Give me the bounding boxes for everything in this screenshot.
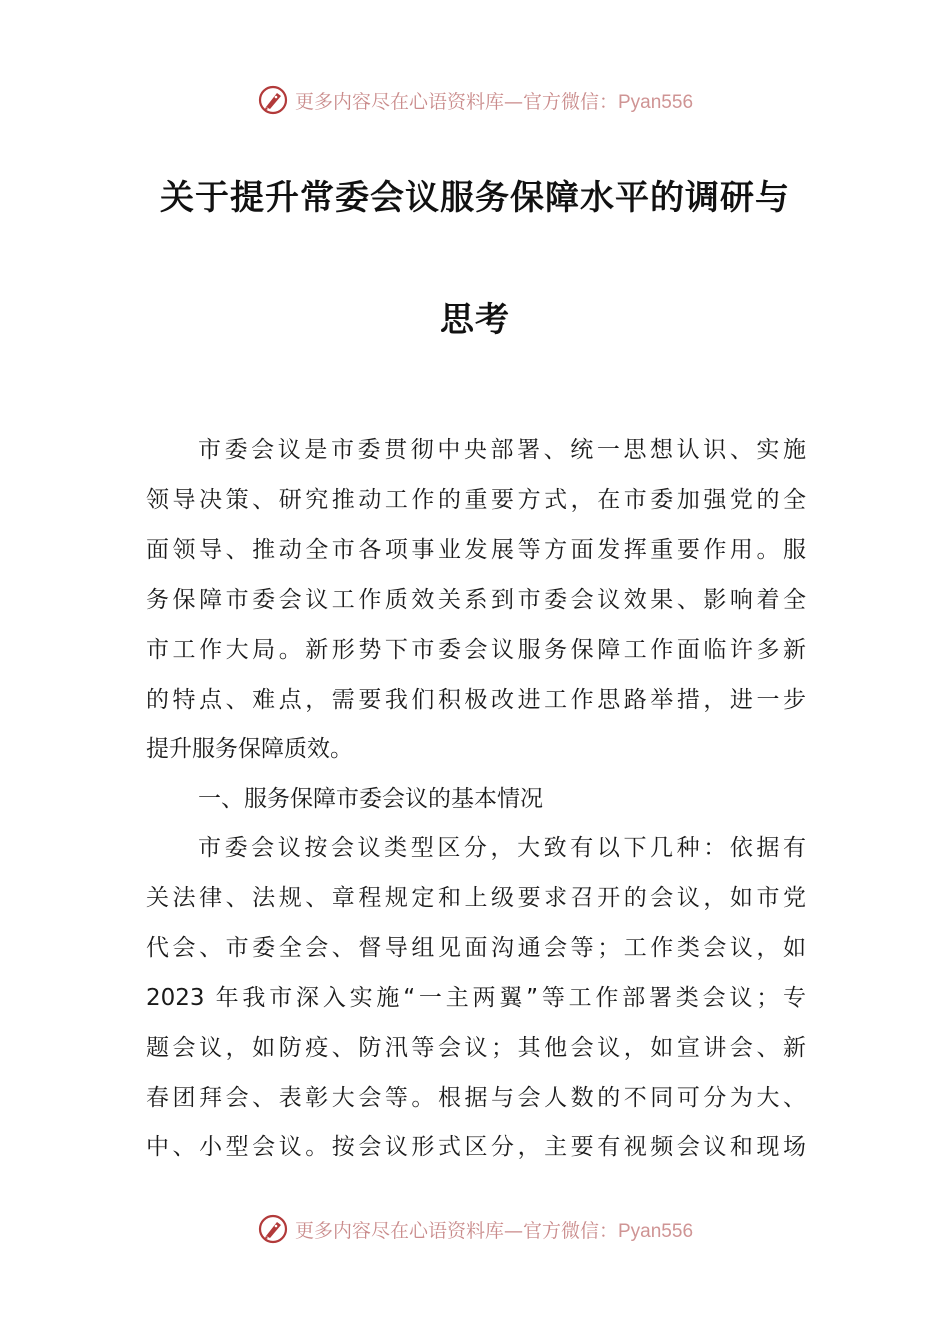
paragraph-line: 市委会议按会议类型区分，大致有以下几种：依据有 — [198, 835, 806, 861]
footer-watermark — [0, 1213, 950, 1245]
paragraph-line: 中、小型会议。按会议形式区分，主要有视频会议和现场 — [146, 1134, 806, 1160]
paragraph-line: 春团拜会、表彰大会等。根据与会人数的不同可分为大、 — [146, 1085, 806, 1111]
pen-nib-logo-icon — [257, 1213, 289, 1245]
paragraph-line: 2023 年我市深入实施“一主两翼”等工作部署类会议；专 — [146, 985, 806, 1011]
paragraph-line: 领导决策、研究推动工作的重要方式，在市委加强党的全 — [146, 487, 806, 513]
document-title-line-1: 关于提升常委会议服务保障水平的调研与 — [160, 178, 790, 218]
paragraph-line: 代会、市委全会、督导组见面沟通会等；工作类会议，如 — [146, 935, 806, 961]
paragraph-line: 关法律、法规、章程规定和上级要求召开的会议，如市党 — [146, 885, 806, 911]
header-watermark — [0, 84, 950, 116]
pen-nib-logo-icon — [257, 84, 289, 116]
paragraph-line: 市工作大局。新形势下市委会议服务保障工作面临许多新 — [146, 637, 806, 663]
section-heading: 一、服务保障市委会议的基本情况 — [198, 786, 543, 812]
paragraph-line: 的特点、难点，需要我们积极改进工作思路举措，进一步 — [146, 687, 806, 713]
paragraph-line: 面领导、推动全市各项事业发展等方面发挥重要作用。服 — [146, 537, 806, 563]
watermark-text: 更多内容尽在心语资料库—官方微信：Pyan556 — [294, 90, 694, 113]
paragraph-line: 市委会议是市委贯彻中央部署、统一思想认识、实施 — [198, 437, 806, 463]
watermark-text: 更多内容尽在心语资料库—官方微信：Pyan556 — [294, 1219, 694, 1242]
paragraph-line: 提升服务保障质效。 — [146, 736, 353, 762]
paragraph-line: 务保障市委会议工作质效关系到市委会议效果、影响着全 — [146, 587, 806, 613]
document-title-line-2: 思考 — [440, 300, 510, 340]
paragraph-line: 题会议，如防疫、防汛等会议；其他会议，如宣讲会、新 — [146, 1035, 806, 1061]
